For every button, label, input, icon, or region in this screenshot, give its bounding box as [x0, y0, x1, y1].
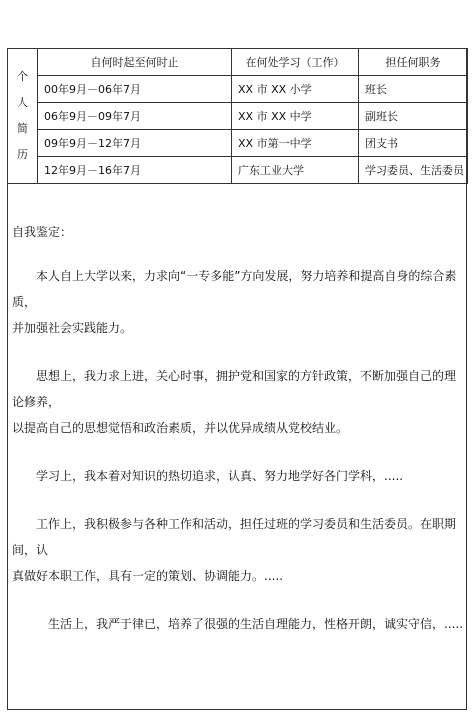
table-row — [8, 76, 468, 103]
row-role: 团支书 — [359, 130, 468, 157]
row-place: 广东工业大学 — [232, 157, 359, 184]
paragraph-line: 思想上，我力求上进，关心时事，拥护党和国家的方针政策，不断加强自己的理论修养， — [12, 369, 457, 409]
paragraph-line: 并加强社会实践能力。 — [12, 321, 133, 335]
row-role: 班长 — [359, 76, 468, 103]
row-period: 06年9月－09年7月 — [38, 103, 232, 130]
resume-section-label — [8, 49, 38, 184]
paragraph-life — [12, 611, 464, 637]
paragraph-ideology — [12, 363, 464, 441]
paragraph-study — [12, 463, 464, 489]
row-role: 学习委员、生活委员 — [359, 157, 468, 184]
header-period: 自何时起至何时止 — [38, 49, 232, 76]
row-role: 副班长 — [359, 103, 468, 130]
row-period: 12年9月－16年7月 — [38, 157, 232, 184]
paragraph-line: 工作上，我积极参与各种工作和活动，担任过班的学习委员和生活委员。在职期间，认 — [12, 517, 457, 557]
row-place: XX 市 XX 小学 — [232, 76, 359, 103]
row-place: XX 市第一中学 — [232, 130, 359, 157]
table-row — [8, 157, 468, 184]
paragraph-line: 本人自上大学以来，力求向“一专多能”方向发展，努力培养和提高自身的综合素质， — [12, 269, 457, 309]
header-place: 在何处学习（工作） — [232, 49, 359, 76]
section-label-char: 个 — [17, 70, 28, 83]
paragraph-line: 生活上，我严于律已，培养了很强的生活自理能力，性格开朗，诚实守信，..... — [48, 617, 464, 631]
table-header-row — [8, 49, 468, 76]
row-period: 09年9月－12年7月 — [38, 130, 232, 157]
self-assessment-section — [12, 219, 464, 659]
paragraph-line: 学习上，我本着对知识的热切追求，认真、努力地学好各门学科，..... — [36, 469, 404, 483]
table-row — [8, 130, 468, 157]
header-role: 担任何职务 — [359, 49, 468, 76]
row-period: 00年9月－06年7月 — [38, 76, 232, 103]
resume-table — [7, 48, 468, 184]
paragraph-line: 真做好本职工作，具有一定的策划、协调能力。..... — [12, 569, 284, 583]
table-row — [8, 103, 468, 130]
section-label-char: 历 — [17, 148, 28, 161]
section-label-char: 人 — [17, 96, 28, 109]
paragraph-overview — [12, 263, 464, 341]
paragraph-line: 以提高自己的思想觉悟和政治素质，并以优异成绩从党校结业。 — [12, 421, 349, 435]
paragraph-work — [12, 511, 464, 589]
section-label-char: 简 — [17, 122, 28, 135]
row-place: XX 市 XX 中学 — [232, 103, 359, 130]
self-assessment-title: 自我鉴定： — [12, 225, 73, 239]
